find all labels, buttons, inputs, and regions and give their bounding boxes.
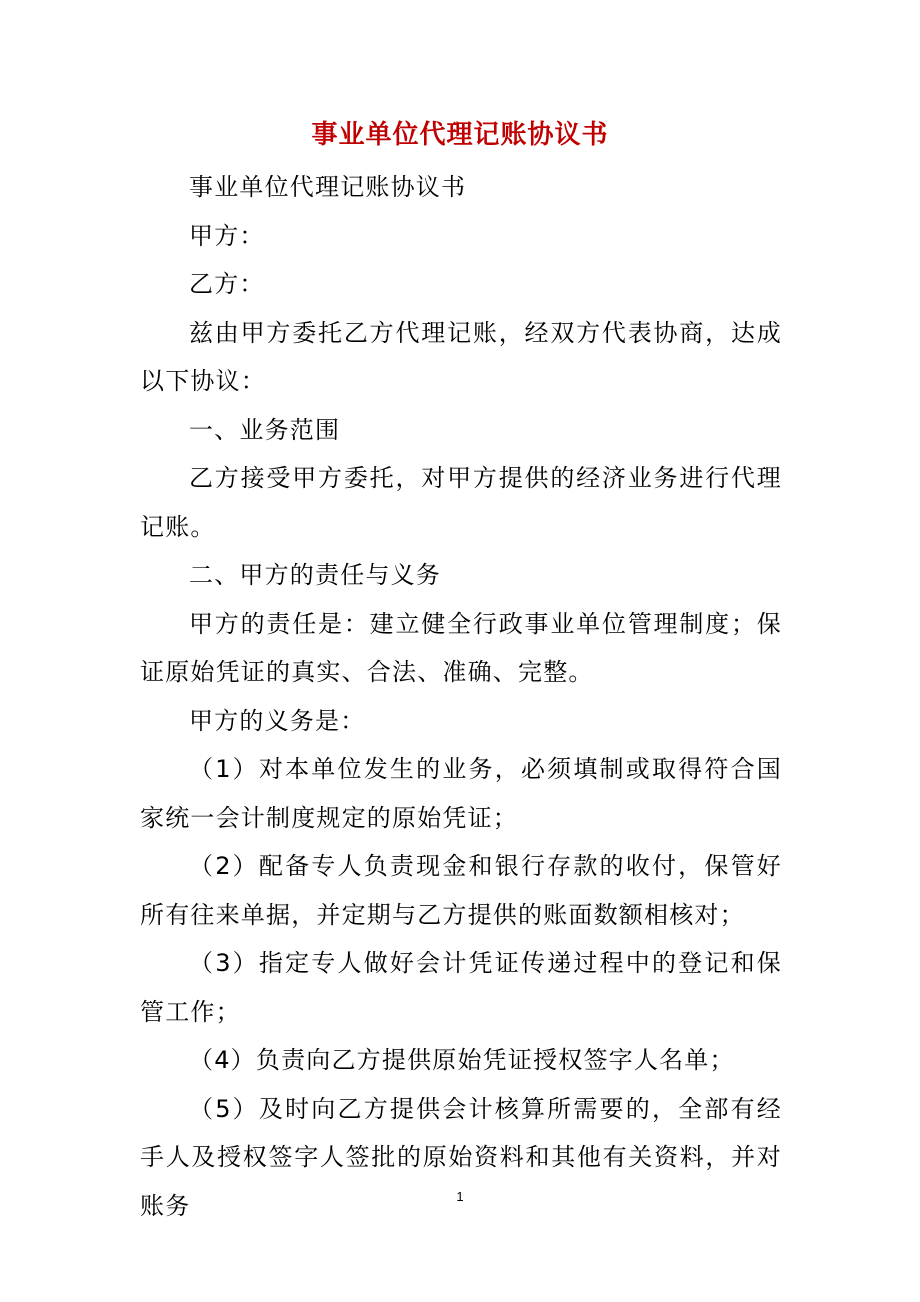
list-item-4: （4）负责向乙方提供原始凭证授权签字人名单； [189,1046,735,1074]
paragraph-preamble: 兹由甲方委托乙方代理记账，经双方代表协商，达成以下协议： [140,318,782,395]
list-item-2: （2）配备专人负责现金和银行存款的收付，保管好所有往来单据，并定期与乙方提供的账面数额相核对； [140,852,782,929]
paragraph-scope: 乙方接受甲方委托，对甲方提供的经济业务进行代理记账。 [140,464,782,541]
paragraph-subtitle: 事业单位代理记账协议书 [189,173,467,201]
section-heading-scope: 一、业务范围 [189,415,341,444]
paragraph-party-b: 乙方： [189,270,265,298]
section-heading-party-a-duties: 二、甲方的责任与义务 [189,561,441,589]
page-number: 1 [456,1189,464,1204]
paragraph-responsibility: 甲方的责任是：建立健全行政事业单位管理制度；保证原始凭证的真实、合法、准确、完整。 [140,609,782,686]
list-item-3: （3）指定专人做好会计凭证传递过程中的登记和保管工作； [140,949,782,1026]
document-title: 事业单位代理记账协议书 [311,120,609,150]
list-item-5: （5）及时向乙方提供会计核算所需要的，全部有经手人及授权签字人签批的原始资料和其他有关资料，并对账务 [140,1094,782,1220]
paragraph-obligation-intro: 甲方的义务是： [189,706,366,735]
document-body [140,163,782,1230]
paragraph-party-a: 甲方： [189,221,265,250]
list-item-1: （1）对本单位发生的业务，必须填制或取得符合国家统一会计制度规定的原始凭证； [140,755,782,832]
